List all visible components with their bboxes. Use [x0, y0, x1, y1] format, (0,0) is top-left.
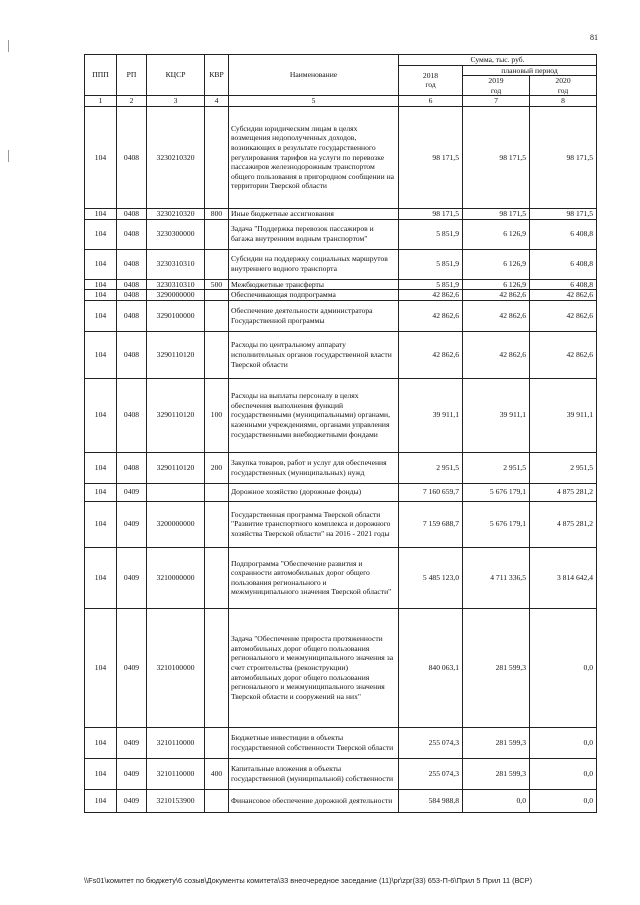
cell-rp: 0409 [117, 501, 147, 547]
cell-2020: 0,0 [530, 758, 597, 789]
cell-2020: 6 408,8 [530, 219, 597, 249]
cell-2018: 42 862,6 [399, 300, 463, 331]
column-number: 3 [147, 96, 205, 107]
cell-2018: 255 074,3 [399, 727, 463, 758]
cell-name: Капитальные вложения в объекты государственной (муниципальной) собственности [229, 758, 399, 789]
cell-2020: 4 875 281,2 [530, 501, 597, 547]
cell-2020: 0,0 [530, 608, 597, 727]
table-row [85, 378, 597, 452]
cell-rp: 0408 [117, 378, 147, 452]
cell-2019: 0,0 [463, 789, 530, 812]
cell-kvr: 500 [205, 279, 229, 290]
cell-name: Подпрограмма "Обеспечение развития и сохранности автомобильных дорог общего пользования регионального и межмуниципального значения Тверской области" [229, 547, 399, 608]
cell-2018: 5 851,9 [399, 279, 463, 290]
cell-2018: 42 862,6 [399, 290, 463, 301]
table-row [85, 501, 597, 547]
cell-ppp: 104 [85, 547, 117, 608]
table-row [85, 483, 597, 501]
cell-kcsr: 3230310310 [147, 279, 205, 290]
cell-kvr [205, 501, 229, 547]
budget-table-sheet [84, 54, 596, 813]
cell-2020: 42 862,6 [530, 300, 597, 331]
cell-kcsr: 3200000000 [147, 501, 205, 547]
cell-2019: 4 711 336,5 [463, 547, 530, 608]
cell-rp: 0408 [117, 331, 147, 378]
cell-2019: 98 171,5 [463, 208, 530, 219]
cell-rp: 0409 [117, 758, 147, 789]
table-row [85, 331, 597, 378]
cell-ppp: 104 [85, 279, 117, 290]
cell-2018: 39 911,1 [399, 378, 463, 452]
cell-2020: 98 171,5 [530, 106, 597, 208]
cell-name: Расходы на выплаты персоналу в целях обеспечения выполнения функций государственными (муниципальными) органами, казенными учреждениями, органами управления государственными внебюджетными фондами [229, 378, 399, 452]
cell-name: Бюджетные инвестиции в объекты государственной собственности Тверской области [229, 727, 399, 758]
cell-name: Дорожное хозяйство (дорожные фонды) [229, 483, 399, 501]
cell-kvr [205, 219, 229, 249]
cell-2018: 5 485 123,0 [399, 547, 463, 608]
header-2019-year: 2019 [488, 76, 504, 86]
cell-kvr [205, 249, 229, 279]
cell-2018: 2 951,5 [399, 452, 463, 483]
cell-kvr [205, 547, 229, 608]
table-row [85, 547, 597, 608]
cell-2019: 42 862,6 [463, 290, 530, 301]
cell-2020: 0,0 [530, 789, 597, 812]
column-number: 4 [205, 96, 229, 107]
cell-2019: 6 126,9 [463, 249, 530, 279]
cell-name: Обеспечивающая подпрограмма [229, 290, 399, 301]
column-number: 2 [117, 96, 147, 107]
cell-kcsr: 3290110120 [147, 378, 205, 452]
cell-kvr: 200 [205, 452, 229, 483]
column-number: 8 [530, 96, 597, 107]
cell-2020: 42 862,6 [530, 331, 597, 378]
cell-ppp: 104 [85, 300, 117, 331]
cell-2018: 98 171,5 [399, 208, 463, 219]
column-number: 7 [463, 96, 530, 107]
cell-2020: 98 171,5 [530, 208, 597, 219]
cell-rp: 0409 [117, 483, 147, 501]
cell-2018: 5 851,9 [399, 249, 463, 279]
cell-2020: 4 875 281,2 [530, 483, 597, 501]
cell-kvr [205, 789, 229, 812]
cell-2019: 5 676 179,1 [463, 501, 530, 547]
cell-rp: 0408 [117, 279, 147, 290]
cell-2020: 39 911,1 [530, 378, 597, 452]
cell-2019: 6 126,9 [463, 279, 530, 290]
table-row [85, 727, 597, 758]
cell-kcsr: 3210100000 [147, 608, 205, 727]
table-row [85, 290, 597, 301]
cell-rp: 0409 [117, 727, 147, 758]
file-path-footer: \\Fs01\комитет по бюджету\6 созыв\Документы комитета\33 внеочередное заседание (11)\pr\zpr(33) 653-П-6\Прил 5 Прил 11 (ВСР) [84, 876, 533, 885]
cell-ppp: 104 [85, 219, 117, 249]
cell-name: Межбюджетные трансферты [229, 279, 399, 290]
header-2019 [463, 76, 530, 96]
cell-ppp: 104 [85, 501, 117, 547]
cell-name: Субсидии на поддержку социальных маршрутов внутреннего водного транспорта [229, 249, 399, 279]
cell-rp: 0408 [117, 208, 147, 219]
cell-ppp: 104 [85, 331, 117, 378]
header-2020-year: 2020 [555, 76, 571, 86]
margin-mark [8, 150, 9, 162]
cell-kvr [205, 483, 229, 501]
header-name: Наименование [229, 55, 399, 96]
cell-kcsr: 3230210320 [147, 106, 205, 208]
cell-2019: 2 951,5 [463, 452, 530, 483]
margin-mark [8, 40, 9, 52]
cell-2018: 840 063,1 [399, 608, 463, 727]
cell-2019: 42 862,6 [463, 331, 530, 378]
cell-ppp: 104 [85, 789, 117, 812]
cell-2020: 6 408,8 [530, 279, 597, 290]
table-row [85, 608, 597, 727]
cell-rp: 0408 [117, 249, 147, 279]
cell-kcsr: 3230210320 [147, 208, 205, 219]
cell-name: Обеспечение деятельности администратора Государственной программы [229, 300, 399, 331]
cell-kcsr: 3290110120 [147, 331, 205, 378]
cell-kcsr [147, 483, 205, 501]
table-row [85, 300, 597, 331]
header-2018 [399, 65, 463, 96]
cell-rp: 0408 [117, 290, 147, 301]
cell-name: Иные бюджетные ассигнования [229, 208, 399, 219]
cell-2019: 281 599,3 [463, 608, 530, 727]
cell-kcsr: 3230300000 [147, 219, 205, 249]
cell-kcsr: 3290000000 [147, 290, 205, 301]
cell-rp: 0408 [117, 219, 147, 249]
cell-kcsr: 3230310310 [147, 249, 205, 279]
table-row [85, 758, 597, 789]
cell-kvr [205, 290, 229, 301]
cell-kvr: 100 [205, 378, 229, 452]
cell-rp: 0408 [117, 300, 147, 331]
header-2018-sub: год [425, 80, 436, 90]
cell-2020: 42 862,6 [530, 290, 597, 301]
cell-2018: 255 074,3 [399, 758, 463, 789]
column-number: 6 [399, 96, 463, 107]
cell-2020: 0,0 [530, 727, 597, 758]
cell-name: Задача "Обеспечение прироста протяженности автомобильных дорог общего пользования регионального и межмуниципального значения за счет строительства (реконструкции) автомобильных дорог общего пользования регионального и межмуниципального значения Тверской области и сооружений на них" [229, 608, 399, 727]
header-sum-caption: Сумма, тыс. руб. [399, 55, 597, 66]
cell-2018: 7 159 688,7 [399, 501, 463, 547]
cell-kcsr: 3210110000 [147, 758, 205, 789]
header-2020-sub: год [557, 85, 569, 95]
cell-ppp: 104 [85, 727, 117, 758]
cell-kvr [205, 300, 229, 331]
cell-2018: 42 862,6 [399, 331, 463, 378]
table-row [85, 279, 597, 290]
cell-ppp: 104 [85, 483, 117, 501]
cell-kcsr: 3290110120 [147, 452, 205, 483]
header-kcsr: КЦСР [147, 55, 205, 96]
cell-name: Задача "Поддержка перевозок пассажиров и багажа внутренним водным транспортом" [229, 219, 399, 249]
column-number: 5 [229, 96, 399, 107]
cell-kvr [205, 608, 229, 727]
cell-2019: 5 676 179,1 [463, 483, 530, 501]
cell-2020: 2 951,5 [530, 452, 597, 483]
header-2019-sub: год [490, 85, 502, 95]
cell-ppp: 104 [85, 758, 117, 789]
header-2018-year: 2018 [422, 70, 439, 80]
header-kvr: КВР [205, 55, 229, 96]
cell-kcsr: 3210153900 [147, 789, 205, 812]
cell-2019: 6 126,9 [463, 219, 530, 249]
cell-name: Государственная программа Тверской области "Развитие транспортного комплекса и дорожного хозяйства Тверской области" на 2016 - 2021 годы [229, 501, 399, 547]
cell-rp: 0408 [117, 106, 147, 208]
cell-2018: 7 160 659,7 [399, 483, 463, 501]
table-row [85, 249, 597, 279]
page-number: 81 [590, 33, 598, 42]
table-row [85, 219, 597, 249]
cell-kvr [205, 331, 229, 378]
cell-name: Финансовое обеспечение дорожной деятельности [229, 789, 399, 812]
cell-rp: 0408 [117, 452, 147, 483]
cell-ppp: 104 [85, 290, 117, 301]
cell-name: Субсидии юридическим лицам в целях возмещения недополученных доходов, возникающих в результате государственного регулирования тарифов на услуги по перевозке пассажиров железнодорожным транспортом общего пользования в пригородном сообщении на территории Тверской области [229, 106, 399, 208]
budget-table [84, 54, 597, 813]
cell-ppp: 104 [85, 249, 117, 279]
cell-rp: 0409 [117, 608, 147, 727]
cell-name: Расходы по центральному аппарату исполнительных органов государственной власти Тверской области [229, 331, 399, 378]
header-rp: РП [117, 55, 147, 96]
cell-ppp: 104 [85, 452, 117, 483]
cell-2019: 39 911,1 [463, 378, 530, 452]
table-row [85, 208, 597, 219]
cell-2018: 5 851,9 [399, 219, 463, 249]
header-plan-period: плановый период [463, 65, 597, 76]
cell-ppp: 104 [85, 208, 117, 219]
cell-2018: 584 988,8 [399, 789, 463, 812]
cell-kvr: 400 [205, 758, 229, 789]
table-row [85, 106, 597, 208]
cell-kvr: 800 [205, 208, 229, 219]
cell-kcsr: 3210000000 [147, 547, 205, 608]
column-number: 1 [85, 96, 117, 107]
cell-2018: 98 171,5 [399, 106, 463, 208]
cell-ppp: 104 [85, 106, 117, 208]
cell-2019: 98 171,5 [463, 106, 530, 208]
cell-ppp: 104 [85, 378, 117, 452]
cell-2020: 6 408,8 [530, 249, 597, 279]
cell-rp: 0409 [117, 789, 147, 812]
header-2020 [530, 76, 597, 96]
header-ppp: ППП [85, 55, 117, 96]
table-row [85, 789, 597, 812]
cell-kvr [205, 106, 229, 208]
cell-rp: 0409 [117, 547, 147, 608]
cell-2019: 42 862,6 [463, 300, 530, 331]
cell-2020: 3 814 642,4 [530, 547, 597, 608]
cell-2019: 281 599,3 [463, 758, 530, 789]
cell-kcsr: 3290100000 [147, 300, 205, 331]
cell-2019: 281 599,3 [463, 727, 530, 758]
cell-name: Закупка товаров, работ и услуг для обеспечения государственных (муниципальных) нужд [229, 452, 399, 483]
cell-ppp: 104 [85, 608, 117, 727]
cell-kcsr: 3210110000 [147, 727, 205, 758]
cell-kvr [205, 727, 229, 758]
table-row [85, 452, 597, 483]
